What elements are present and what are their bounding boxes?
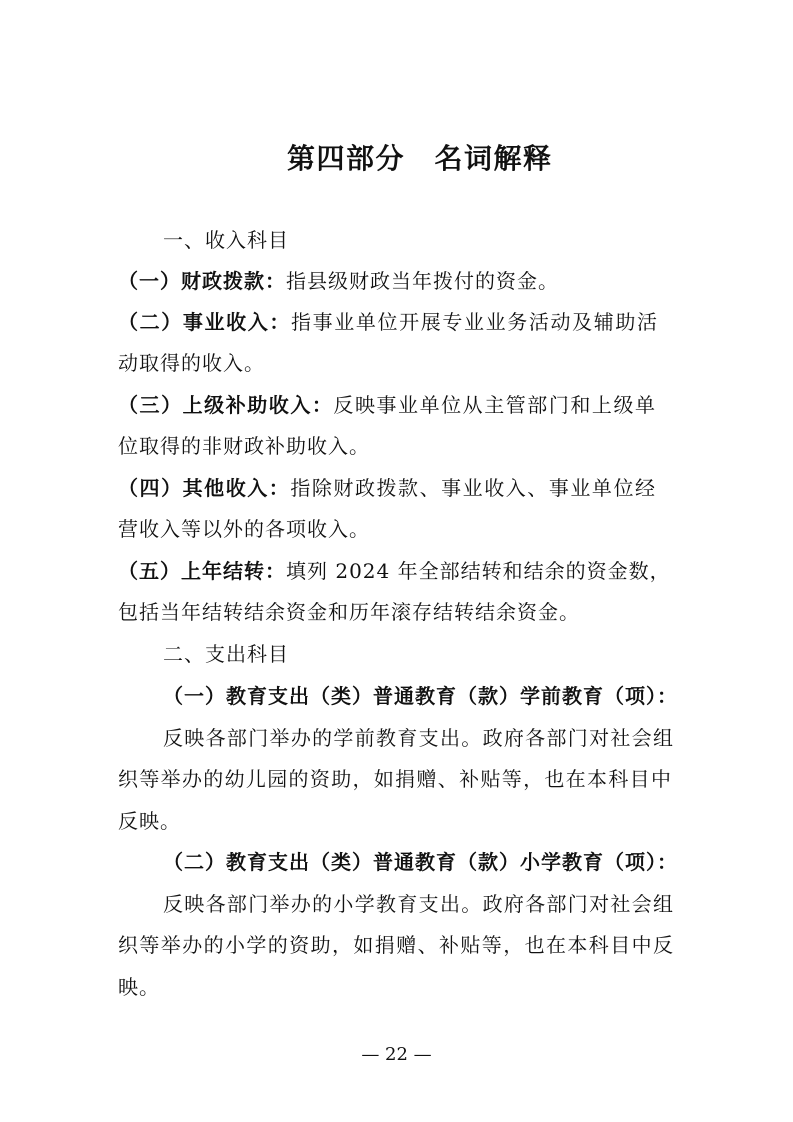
term-line-continued: 包括当年结转结余资金和历年滚存结转结余资金。 bbox=[118, 600, 580, 624]
term-line bbox=[118, 308, 658, 336]
page-title: 第四部分 名词解释 bbox=[287, 142, 551, 175]
term-label: （二）事业收入： bbox=[118, 310, 291, 334]
section-heading-expenditure: 二、支出科目 bbox=[163, 642, 289, 666]
subject-description-line: 反映各部门举办的学前教育支出。政府各部门对社会组 bbox=[163, 726, 674, 750]
term-label: （四）其他收入： bbox=[118, 476, 291, 500]
term-definition: 填列 2024 年全部结转和结余的资金数， bbox=[286, 559, 671, 583]
term-line bbox=[118, 474, 656, 502]
subject-description-line: 织等举办的幼儿园的资助，如捐赠、补贴等，也在本科目中 bbox=[118, 767, 672, 791]
subject-heading: （二）教育支出（类）普通教育（款）小学教育（项）： bbox=[163, 850, 678, 874]
term-definition: 反映事业单位从主管部门和上级单 bbox=[333, 393, 657, 417]
term-definition: 指事业单位开展专业业务活动及辅助活 bbox=[291, 310, 658, 334]
term-definition: 指县级财政当年拨付的资金。 bbox=[286, 269, 559, 293]
subject-description-line: 织等举办的小学的资助，如捐赠、补贴等，也在本科目中反 bbox=[118, 933, 674, 957]
term-line bbox=[118, 391, 656, 419]
term-line-continued: 动取得的收入。 bbox=[118, 351, 265, 375]
subject-description-line: 映。 bbox=[118, 975, 160, 999]
subject-heading: （一）教育支出（类）普通教育（款）学前教育（项）： bbox=[163, 684, 678, 708]
term-line-continued: 营收入等以外的各项收入。 bbox=[118, 517, 370, 541]
term-line-continued: 位取得的非财政补助收入。 bbox=[118, 434, 370, 458]
page-number: — 22 — bbox=[361, 1044, 432, 1065]
term-line bbox=[118, 557, 671, 585]
term-line bbox=[118, 267, 559, 295]
term-label: （五）上年结转： bbox=[118, 559, 286, 583]
section-heading-income: 一、收入科目 bbox=[163, 228, 289, 252]
subject-description-line: 反映。 bbox=[118, 809, 181, 833]
subject-description-line: 反映各部门举办的小学教育支出。政府各部门对社会组 bbox=[163, 892, 674, 916]
term-label: （一）财政拨款： bbox=[118, 269, 286, 293]
term-label: （三）上级补助收入： bbox=[118, 393, 334, 417]
term-definition: 指除财政拨款、事业收入、事业单位经 bbox=[290, 476, 657, 500]
